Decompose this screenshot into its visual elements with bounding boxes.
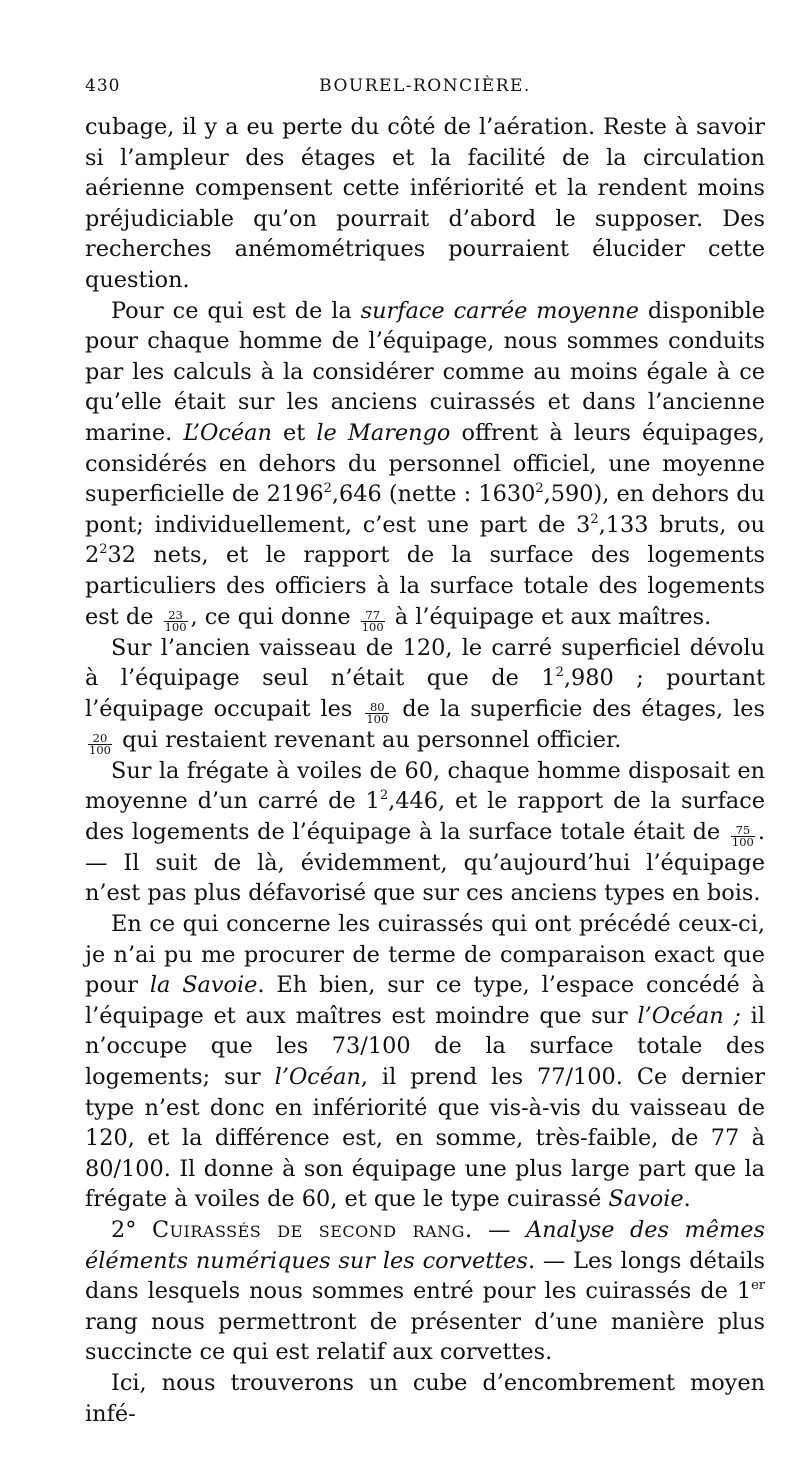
running-head: BOUREL-RONCIÈRE. <box>319 76 531 96</box>
italic-run: Analyse des mêmes éléments numériques sur les corvettes <box>85 1217 765 1274</box>
text-run: il n’occupe que les 73/100 de la surface totale des logements; sur <box>85 1002 765 1091</box>
text-run: , ce qui donne <box>190 603 358 630</box>
page <box>85 68 765 1429</box>
text-run: ,646 (nette : 1630 <box>331 481 536 508</box>
superscript: 2 <box>555 665 564 681</box>
page-number: 430 <box>85 76 121 96</box>
fraction <box>365 699 389 726</box>
text-run: rang nous permettront de présenter d’une manière plus succincte ce qui est relatif aux corvettes. <box>85 1308 765 1366</box>
italic-run: l’Océan <box>274 1064 361 1091</box>
superscript: 2 <box>590 511 599 527</box>
section-heading: Cuirassés de second rang. <box>151 1217 473 1243</box>
fraction-denominator: 100 <box>89 742 111 757</box>
paragraph-4 <box>85 756 765 909</box>
text-run: En ce qui concerne les cuirassés qui ont précédé ceux-ci, je n’ai pu me procurer de terme de comparaison exact que pour <box>85 911 765 999</box>
text-run: . <box>683 1186 691 1213</box>
text-run: offrent à leurs équipages, considérés en dehors du personnel officiel, une moyenne superficielle de 2196 <box>85 419 766 508</box>
text-run: Sur la frégate à voiles de 60, chaque homme disposait en moyenne d’un carré de 1 <box>85 757 765 815</box>
fraction <box>88 730 112 757</box>
body-text <box>85 112 765 1429</box>
text-run: ,446, et le rapport de la surface des logements de l’équipage à la surface totale était de <box>85 788 765 845</box>
text-run: , il prend les 77/100. Ce dernier type n’est donc en infériorité que vis-à-vis du vaisseau de 120, et la différence est, en somme, très-faible, de 77 à 80/100. Il donne à son équipage une plus large part que la frégate à voiles de 60, et que le type cuirassé <box>85 1064 766 1213</box>
fraction-numerator: 23 <box>164 610 188 622</box>
text-run: . — Il suit de là, évidemment, qu’aujourd’hui l’équipage n’est pas plus défavorisé que sur ces anciens types en bois. <box>85 818 765 907</box>
paragraph-7 <box>85 1368 765 1429</box>
fraction-numerator: 75 <box>731 825 755 837</box>
italic-run: le Marengo <box>316 419 451 446</box>
superscript: er <box>751 1278 765 1294</box>
text-run: à l’équipage et aux maîtres. <box>387 603 712 630</box>
text-run: cubage, il y a eu perte du côté de l’aération. Reste à savoir si l’ampleur des étages et la facilité de la circulation aérienne compensent cette infériorité et la rendent moins préjudiciable qu’on pourrait d’abord le supposer. Des recherches anémométriques pourraient élucider cette question. <box>85 114 765 293</box>
fraction-numerator: 80 <box>365 702 389 714</box>
superscript: 2 <box>379 788 389 804</box>
text-run: 32 nets, et le rapport de la surface des logements particuliers des officiers à la surface totale des logements est de <box>85 542 765 630</box>
text-run: — <box>472 1217 526 1243</box>
text-run: . Eh bien, sur ce type, l’espace concédé à l’équipage et aux maîtres est moindre que sur <box>85 972 766 1029</box>
text-run: Ici, nous trouverons un cube d’encombrement moyen infé- <box>85 1369 765 1427</box>
superscript: 2 <box>535 481 544 497</box>
text-run: de la superficie des étages, les <box>392 695 765 722</box>
fraction-denominator: 100 <box>164 619 187 634</box>
fraction <box>361 607 385 634</box>
fraction <box>731 822 755 849</box>
superscript: 2 <box>99 542 108 558</box>
italic-run: L’Océan <box>183 419 272 446</box>
text-run: 2° <box>111 1217 152 1243</box>
text-run: qui restaient revenant au personnel officier. <box>114 726 622 753</box>
fraction-denominator: 100 <box>366 711 389 726</box>
paragraph-1 <box>85 112 765 296</box>
paragraph-3 <box>85 633 765 756</box>
text-run: ,590), en dehors du pont; individuellement, c’est une part de 3 <box>85 481 765 538</box>
superscript: 2 <box>323 481 332 497</box>
fraction-denominator: 100 <box>361 619 384 634</box>
text-run: Sur l’ancien vaisseau de 120, le carré superficiel dévolu à l’équipage seul n’était que de 1 <box>85 634 765 692</box>
italic-run: Savoie <box>608 1186 684 1213</box>
paragraph-5 <box>85 909 765 1215</box>
text-run: disponible pour chaque homme de l’équipage, nous sommes conduits par les calculs à la considérer comme au moins égale à ce qu’elle était sur les anciens cuirassés et dans l’ancienne marine. <box>85 297 765 446</box>
fraction-numerator: 77 <box>361 610 385 622</box>
italic-run: surface carrée moyenne <box>360 297 639 324</box>
text-run: Pour ce qui est de la <box>111 297 361 324</box>
fraction-numerator: 20 <box>88 733 112 745</box>
fraction-denominator: 100 <box>731 834 754 849</box>
page-header <box>85 68 765 112</box>
fraction <box>164 607 188 634</box>
italic-run: l’Océan ; <box>637 1002 741 1029</box>
text-run: . — Les longs détails dans lesquels nous sommes entré pour les cuirassés de 1 <box>85 1247 765 1305</box>
text-run: ,133 bruts, ou 2 <box>85 511 765 569</box>
italic-run: la Savoie <box>149 972 258 999</box>
paragraph-2 <box>85 296 765 633</box>
text-run: ,980 ; pourtant l’équipage occupait les <box>85 665 765 722</box>
paragraph-6 <box>85 1215 765 1368</box>
text-run: et <box>271 419 317 446</box>
